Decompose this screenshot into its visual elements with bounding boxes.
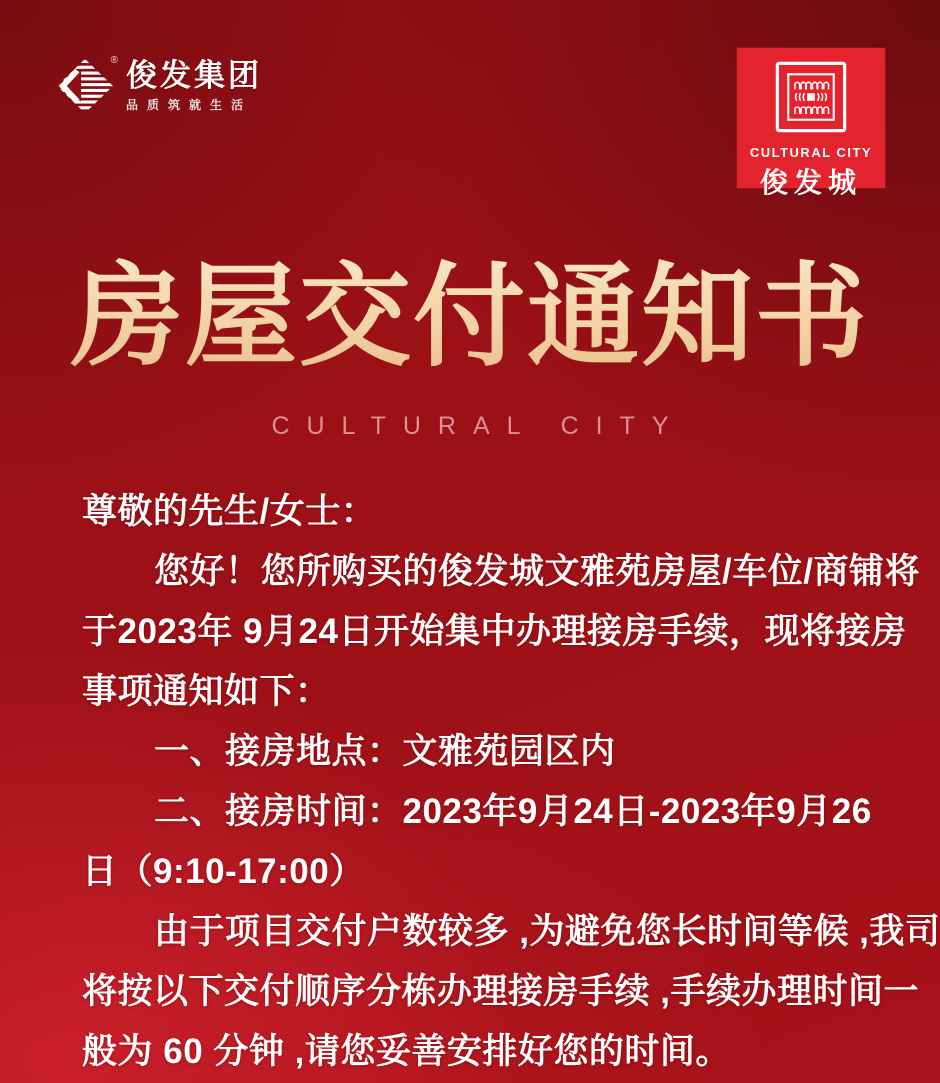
time-item-line-2: 日（9:10-17:00）	[82, 852, 365, 891]
intro-line-2: 于2023年 9月24日开始集中办理接房手续，现将接房	[82, 612, 907, 651]
badge-chinese-text: 俊发城	[759, 167, 862, 198]
salutation-line: 尊敬的先生/女士：	[82, 492, 377, 531]
intro-line-3: 事项通知如下：	[82, 672, 331, 711]
greeting-line: 您好！您所购买的俊发城文雅苑房屋/车位/商铺将	[154, 552, 920, 591]
location-item-line: 一、接房地点：文雅苑园区内	[154, 732, 616, 771]
time-item-line: 二、接房时间：2023年9月24日-2023年9月26	[154, 792, 872, 831]
queue-notice-line-1: 由于项目交付户数较多 ,为避免您长时间等候 ,我司	[154, 912, 940, 951]
registered-trademark-icon: ®	[110, 55, 118, 66]
queue-notice-line-3: 般为 60 分钟 ,请您妥善安排好您的时间。	[82, 1032, 731, 1071]
junfa-group-logo	[56, 55, 262, 114]
cultural-city-seal-icon	[775, 61, 847, 138]
notice-body	[82, 482, 940, 1082]
group-tagline-text: 品质筑就生活	[126, 98, 253, 112]
junfa-diamond-logo-icon	[56, 55, 118, 114]
queue-notice-line-2: 将按以下交付顺序分栋办理接房手续 ,手续办理时间一	[82, 972, 919, 1011]
group-name-text: 俊发集团	[126, 58, 262, 93]
badge-english-text: CULTURAL CITY	[749, 145, 873, 160]
page-title: 房屋交付通知书	[0, 248, 940, 388]
page-subtitle: CULTURAL CITY	[271, 412, 686, 440]
cultural-city-badge	[737, 48, 885, 198]
